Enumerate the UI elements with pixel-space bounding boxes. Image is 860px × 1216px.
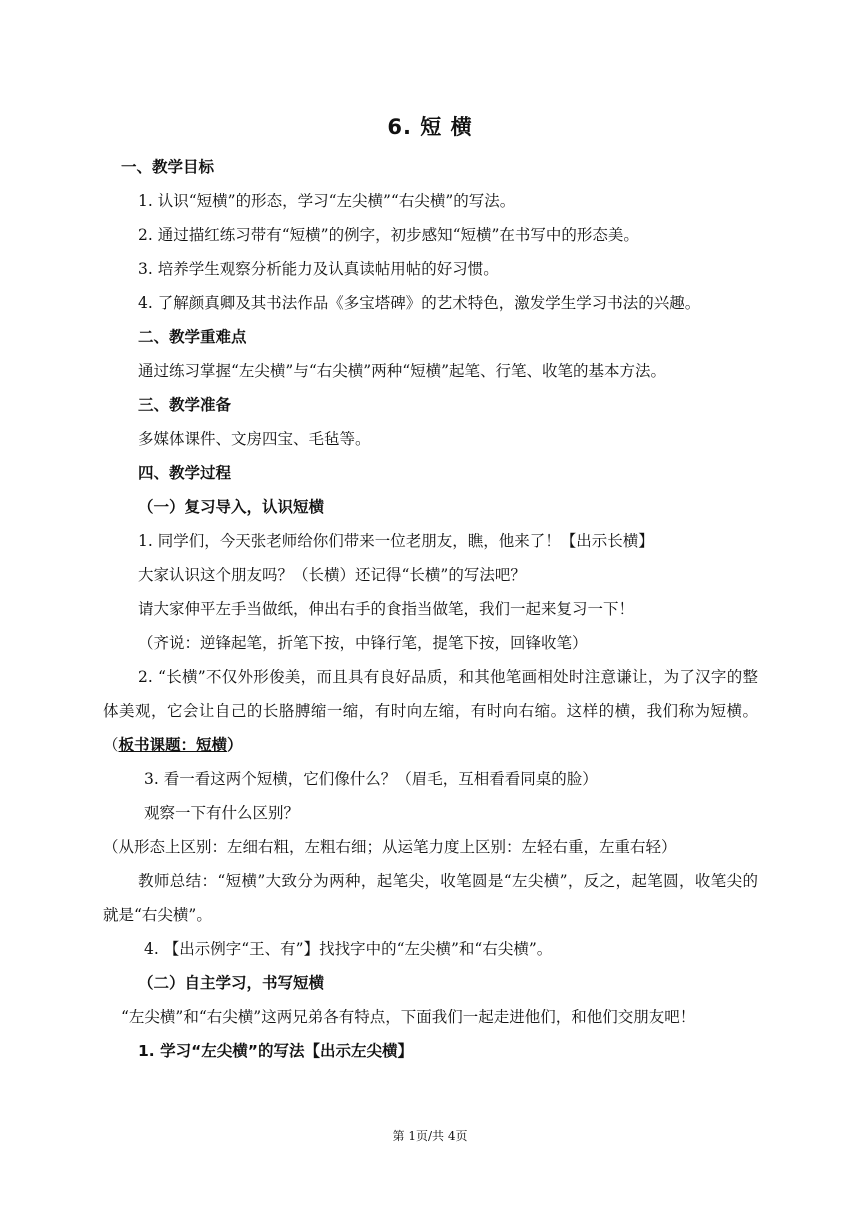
paragraph-3: 请大家伸平左手当做纸，伸出右手的食指当做笔，我们一起来复习一下！: [138, 600, 635, 618]
subsection-heading-review: （一）复习导入，认识短横: [138, 498, 325, 516]
paragraph-5-end: ）: [227, 736, 243, 754]
page-footer: 第 1页/共 4页: [392, 1129, 468, 1143]
paragraph-4: （齐说：逆锋起笔，折笔下按，中锋行笔，提笔下按，回锋收笔）: [138, 634, 588, 652]
section-heading-preparation: 三、教学准备: [138, 396, 232, 414]
paragraph-6: 3. 看一看这两个短横，它们像什么？（眉毛，互相看看同桌的脸）: [144, 770, 598, 788]
subsection-heading-self-study: （二）自主学习，书写短横: [138, 974, 325, 992]
document-body: [103, 150, 758, 1068]
paragraph-7: 观察一下有什么区别？: [144, 804, 300, 822]
paragraph-2: 大家认识这个朋友吗？（长横）还记得“长横”的写法吧？: [138, 566, 526, 584]
paragraph-11: “左尖横”和“右尖横”这两兄弟各有特点，下面我们一起走进他们，和他们交朋友吧！: [121, 1008, 696, 1026]
goal-item-2: 2. 通过描红练习带有“短横”的例字，初步感知“短横”在书写中的形态美。: [138, 226, 639, 244]
section-heading-process: 四、教学过程: [138, 464, 232, 482]
paragraph-5: [103, 660, 758, 762]
key-points-text: 通过练习掌握“左尖横”与“右尖横”两种“短横”起笔、行笔、收笔的基本方法。: [138, 362, 667, 380]
paragraph-5-text: 2. “长横”不仅外形俊美，而且具有良好品质，和其他笔画相处时注意谦让，为了汉字的整体美观，它会让自己的长胳膊缩一缩，有时向左缩，有时向右缩。这样的横，我们称为短横。（: [103, 668, 758, 754]
section-heading-teaching-goals: 一、教学目标: [121, 158, 215, 176]
page-title: 6. 短 横: [387, 115, 473, 139]
paragraph-9: 教师总结：“短横”大致分为两种，起笔尖，收笔圆是“左尖横”，反之，起笔圆，收笔尖的就是“右尖横”。: [103, 872, 758, 924]
paragraph-1: 1. 同学们，今天张老师给你们带来一位老朋友，瞧，他来了！【出示长横】: [138, 532, 654, 550]
paragraph-8: （从形态上区别：左细右粗，左粗右细；从运笔力度上区别：左轻右重，左重右轻）: [103, 838, 677, 856]
preparation-text: 多媒体课件、文房四宝、毛毡等。: [138, 430, 371, 448]
board-title: 板书课题：短横: [118, 736, 228, 754]
paragraph-10: 4. 【出示例字“王、有”】找找字中的“左尖横”和“右尖横”。: [144, 940, 553, 958]
section-heading-key-points: 二、教学重难点: [138, 328, 247, 346]
goal-item-3: 3. 培养学生观察分析能力及认真读帖用帖的好习惯。: [138, 260, 499, 278]
paragraph-12: 1. 学习“左尖横”的写法【出示左尖横】: [138, 1042, 413, 1060]
goal-item-4: 4. 了解颜真卿及其书法作品《多宝塔碑》的艺术特色，激发学生学习书法的兴趣。: [138, 294, 701, 312]
goal-item-1: 1. 认识“短横”的形态，学习“左尖横”“右尖横”的写法。: [138, 192, 516, 210]
